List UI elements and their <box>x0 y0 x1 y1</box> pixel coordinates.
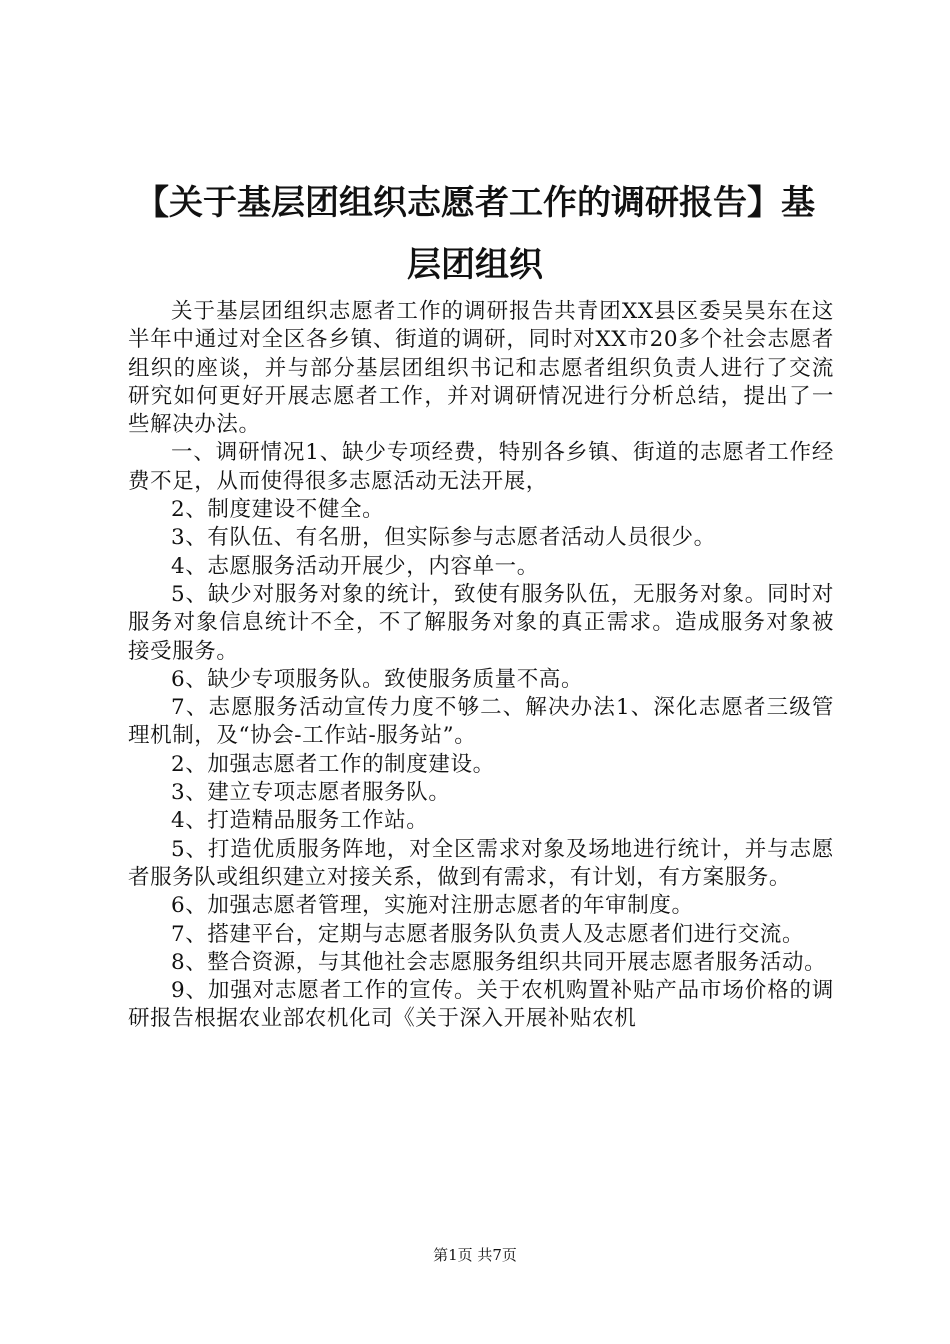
page-footer <box>0 1244 950 1265</box>
paragraph: 5、缺少对服务对象的统计，致使有服务队伍，无服务对象。同时对服务对象信息统计不全，不了解服务对象的真正需求。造成服务对象被接受服务。 <box>128 581 834 664</box>
title-line-1: 【关于基层团组织志愿者工作的调研报告】基 <box>135 183 815 223</box>
paragraph: 6、缺少专项服务队。致使服务质量不高。 <box>171 666 584 692</box>
paragraph: 7、搭建平台，定期与志愿者服务队负责人及志愿者们进行交流。 <box>171 921 805 947</box>
paragraph: 2、加强志愿者工作的制度建设。 <box>171 751 495 777</box>
paragraph: 2、制度建设不健全。 <box>171 497 385 523</box>
paragraph: 4、打造精品服务工作站。 <box>171 808 429 834</box>
paragraph: 一、调研情况1、缺少专项经费，特别各乡镇、街道的志愿者工作经费不足，从而使得很多志愿活动无法开展， <box>128 440 834 494</box>
paragraph: 关于基层团组织志愿者工作的调研报告共青团XX县区委吴昊东在这半年中通过对全区各乡镇、街道的调研，同时对XX市20多个社会志愿者组织的座谈，并与部分基层团组织书记和志愿者组织负责人进行了交流研究如何更好开展志愿者工作，并对调研情况进行分析总结，提出了一些解决办法。 <box>128 299 834 438</box>
paragraph: 5、打造优质服务阵地，对全区需求对象及场地进行统计，并与志愿者服务队或组织建立对接关系，做到有需求，有计划，有方案服务。 <box>128 836 834 890</box>
paragraph: 4、志愿服务活动开展少，内容单一。 <box>171 553 539 579</box>
paragraph: 3、有队伍、有名册，但实际参与志愿者活动人员很少。 <box>171 525 716 551</box>
document-body <box>128 298 834 1034</box>
title-line-2: 层团组织 <box>407 245 543 285</box>
paragraph: 7、志愿服务活动宣传力度不够二、解决办法1、深化志愿者三级管理机制，及“协会-工作站-服务站”。 <box>128 695 834 749</box>
document-title <box>110 172 840 296</box>
paragraph: 3、建立专项志愿者服务队。 <box>171 780 451 806</box>
paragraph: 9、加强对志愿者工作的宣传。关于农机购置补贴产品市场价格的调研报告根据农业部农机化司《关于深入开展补贴农机 <box>128 978 834 1032</box>
paragraph: 8、整合资源，与其他社会志愿服务组织共同开展志愿者服务活动。 <box>171 949 827 975</box>
page-number: 第1页 共7页 <box>433 1246 517 1264</box>
paragraph: 6、加强志愿者管理，实施对注册志愿者的年审制度。 <box>171 893 694 919</box>
